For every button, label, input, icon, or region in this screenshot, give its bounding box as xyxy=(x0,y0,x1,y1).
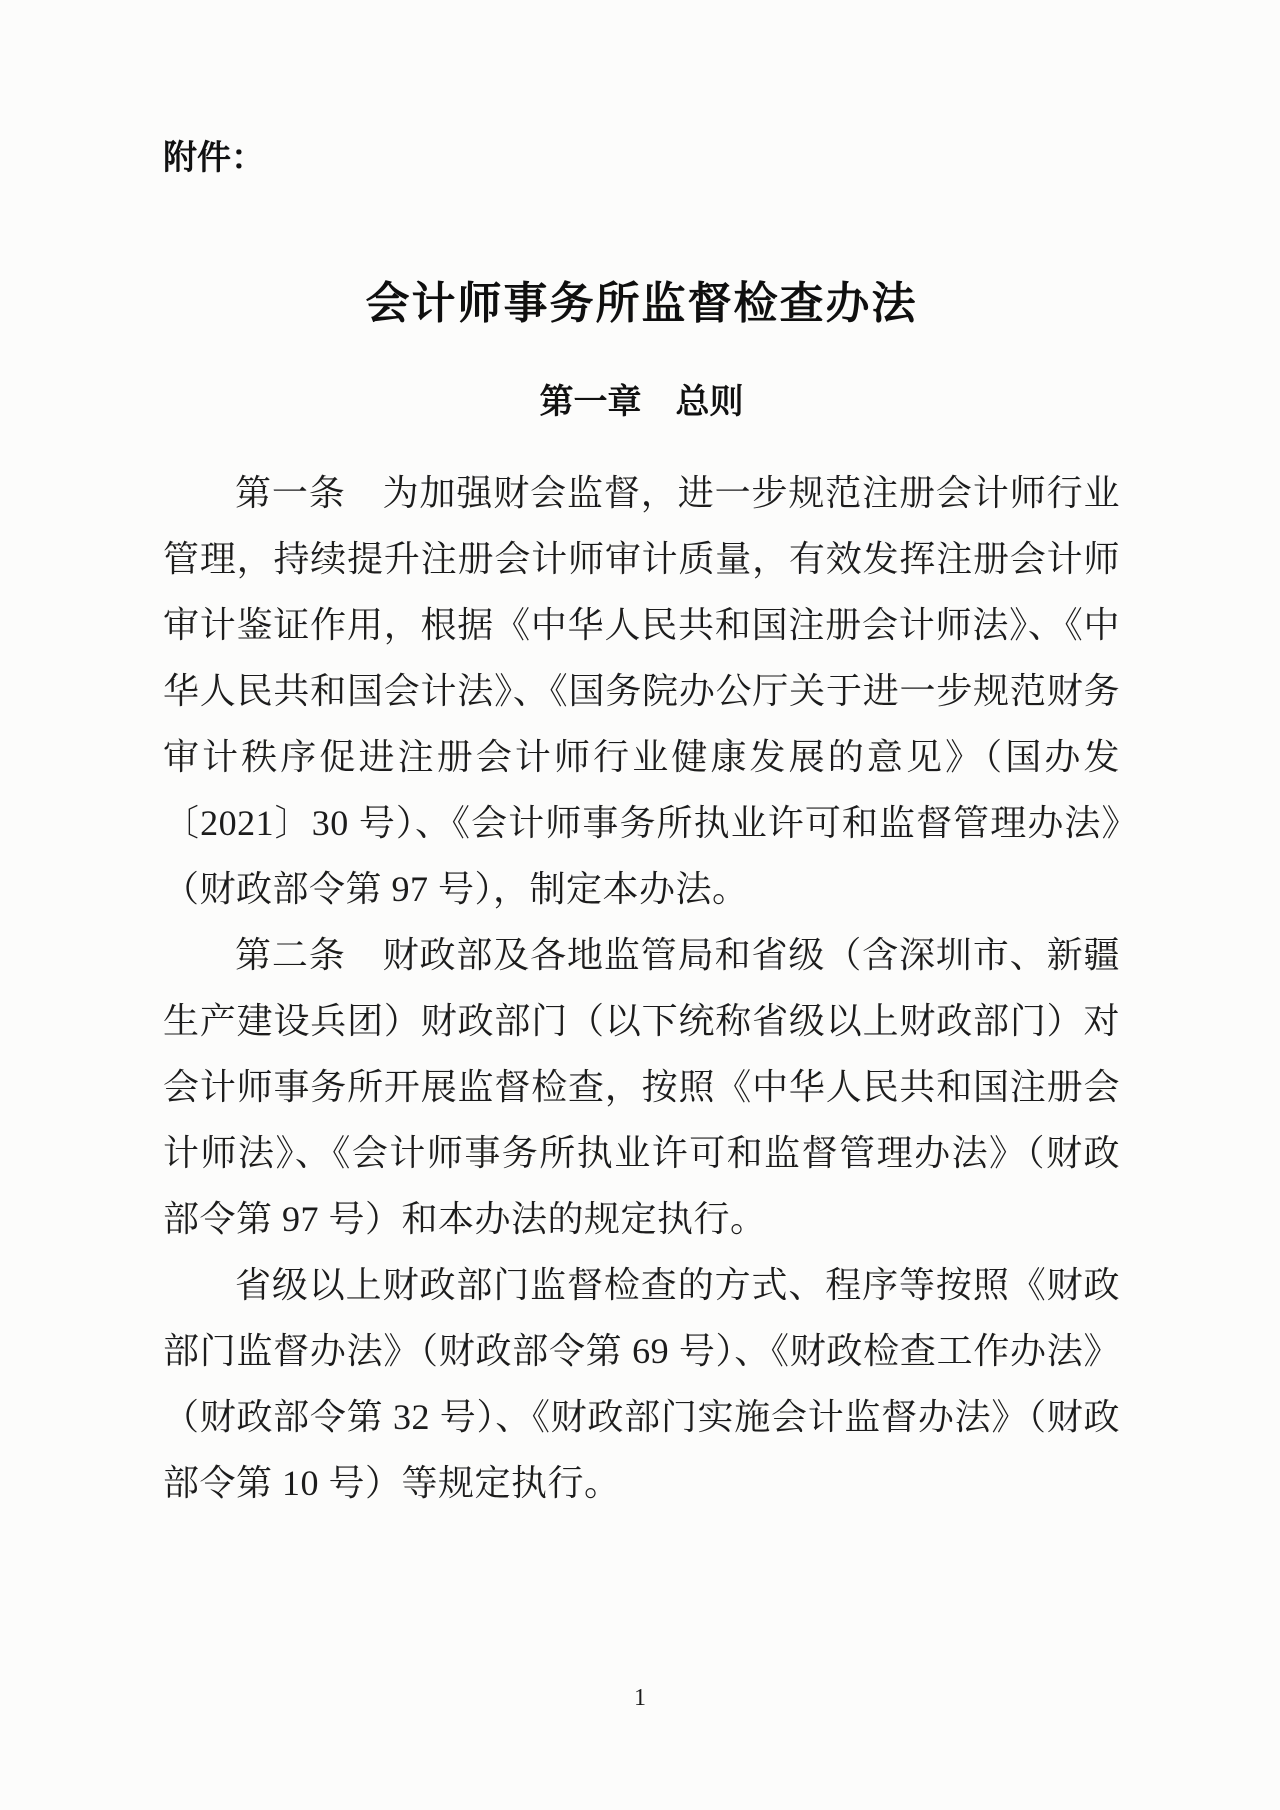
body-paragraph: 第二条 财政部及各地监管局和省级（含深圳市、新疆生产建设兵团）财政部门（以下统称省级以上财政部门）对会计师事务所开展监督检查，按照《中华人民共和国注册会计师法》、《会计师事务所执业许可和监督管理办法》（财政部令第 97 号）和本办法的规定执行。 xyxy=(163,935,1120,1239)
document-title: 会计师事务所监督检查办法 xyxy=(365,279,918,328)
body-paragraph: 省级以上财政部门监督检查的方式、程序等按照《财政部门监督办法》（财政部令第 69 号）、《财政检查工作办法》（财政部令第 32 号）、《财政部门实施会计监督办法》（财政部令第 10 号）等规定执行。 xyxy=(163,1265,1120,1503)
document-body xyxy=(163,460,1120,1516)
body-paragraph: 第一条 为加强财会监督，进一步规范注册会计师行业管理，持续提升注册会计师审计质量，有效发挥注册会计师审计鉴证作用，根据《中华人民共和国注册会计师法》、《中华人民共和国会计法》、《国务院办公厅关于进一步规范财务审计秩序促进注册会计师行业健康发展的意见》（国办发〔2021〕30 号）、《会计师事务所执业许可和监督管理办法》（财政部令第 97 号），制定本办法。 xyxy=(163,473,1120,909)
chapter-heading: 第一章 总则 xyxy=(539,383,744,421)
attachment-label: 附件： xyxy=(163,139,265,177)
page-number: 1 xyxy=(634,1685,646,1711)
